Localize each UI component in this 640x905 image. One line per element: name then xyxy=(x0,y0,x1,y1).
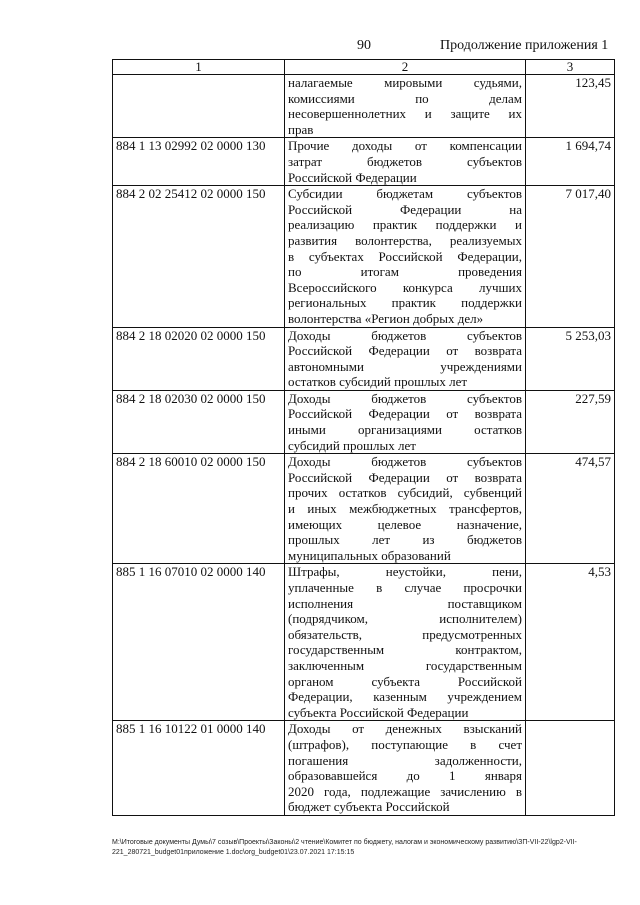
description-line: Всероссийского конкурса лучших xyxy=(288,279,522,295)
income-description-cell xyxy=(285,186,526,327)
description-line: прочих остатков субсидий, субвенций xyxy=(288,485,522,501)
amount-cell: 4,53 xyxy=(526,564,615,721)
description-line: Субсидии бюджетам субъектов xyxy=(288,186,522,202)
income-code-cell: 885 1 16 10122 01 0000 140 xyxy=(113,721,285,816)
description-line: прошлых лет из бюджетов xyxy=(288,532,522,548)
description-line: муниципальных образований xyxy=(288,547,451,563)
amount-cell xyxy=(526,721,615,816)
footer-line-1: M:\Итоговые документы Думы\7 созыв\Проекты\Законы\2 чтение\Комитет по бюджету, налогам и экономическому развитию\ЗП-VII-22\lgp2-VII- xyxy=(112,839,577,846)
description-line: 2020 года, подлежащие зачислению в xyxy=(288,783,522,799)
income-description-cell xyxy=(285,390,526,453)
description-line: Российской Федерации от возврата xyxy=(288,406,522,422)
description-line: Российской Федерации xyxy=(288,169,417,185)
description-line: реализацию практик поддержки и xyxy=(288,217,522,233)
table-row xyxy=(113,138,615,186)
description-line: уплаченные в случае просрочки xyxy=(288,580,522,595)
description-line: Доходы от денежных взысканий xyxy=(288,721,522,737)
income-description-cell xyxy=(285,564,526,721)
description-line: образовавшейся до 1 января xyxy=(288,768,522,784)
description-line: Штрафы, неустойки, пени, xyxy=(288,564,522,580)
column-header-2: 2 xyxy=(285,60,526,75)
description-line: налагаемые мировыми судьями, xyxy=(288,75,522,90)
description-line: государственным контрактом, xyxy=(288,642,522,658)
income-code-cell: 884 2 18 60010 02 0000 150 xyxy=(113,454,285,564)
amount-cell: 123,45 xyxy=(526,75,615,138)
table-row xyxy=(113,721,615,816)
amount-cell: 5 253,03 xyxy=(526,327,615,390)
description-line: Доходы бюджетов субъектов xyxy=(288,454,522,470)
table-row xyxy=(113,186,615,327)
page-number: 90 xyxy=(357,38,371,53)
description-line: в субъектах Российской Федерации, xyxy=(288,248,522,264)
description-line: затрат бюджетов субъектов xyxy=(288,153,522,169)
description-line: бюджет субъекта Российской xyxy=(288,799,450,815)
income-description-cell xyxy=(285,138,526,186)
table-body xyxy=(113,75,615,816)
income-description-cell xyxy=(285,327,526,390)
description-line: автономными учреждениями xyxy=(288,358,522,374)
description-line: Прочие доходы от компенсации xyxy=(288,138,522,154)
footer-file-path xyxy=(112,838,617,858)
income-code-cell: 884 2 02 25412 02 0000 150 xyxy=(113,186,285,327)
description-line: (штрафов), поступающие в счет xyxy=(288,736,522,752)
description-line: Российской Федерации от возврата xyxy=(288,469,522,485)
table-row xyxy=(113,75,615,138)
footer-line-2: 221_280721_budget01приложение 1.doc\org_budget01\23.07.2021 17:15:15 xyxy=(112,849,355,856)
continuation-title: Продолжение приложения 1 xyxy=(440,38,609,53)
amount-cell: 7 017,40 xyxy=(526,186,615,327)
income-code-cell xyxy=(113,75,285,138)
income-description-cell xyxy=(285,721,526,816)
income-description-cell xyxy=(285,75,526,138)
income-code-cell: 884 1 13 02992 02 0000 130 xyxy=(113,138,285,186)
income-description-cell xyxy=(285,454,526,564)
description-line: Российской Федерации от возврата xyxy=(288,343,522,359)
income-code-cell: 885 1 16 07010 02 0000 140 xyxy=(113,564,285,721)
income-code-cell: 884 2 18 02020 02 0000 150 xyxy=(113,327,285,390)
description-line: по итогам проведения xyxy=(288,264,522,280)
table-row xyxy=(113,327,615,390)
description-line: и иных межбюджетных трансфертов, xyxy=(288,501,522,517)
description-line: Доходы бюджетов субъектов xyxy=(288,390,522,406)
description-line: несовершеннолетних и защите их xyxy=(288,106,522,122)
column-header-1: 1 xyxy=(113,60,285,75)
description-line: Федерации, казенным учреждением xyxy=(288,689,522,705)
description-line: Российской Федерации на xyxy=(288,201,522,217)
description-line: иными организациями остатков xyxy=(288,422,522,438)
description-line: органом субъекта Российской xyxy=(288,673,522,689)
description-line: исполнения поставщиком xyxy=(288,595,522,611)
amount-cell: 1 694,74 xyxy=(526,138,615,186)
description-line: региональных практик поддержки xyxy=(288,295,522,311)
description-line: Доходы бюджетов субъектов xyxy=(288,327,522,343)
description-line: комиссиями по делам xyxy=(288,90,522,106)
amount-cell: 474,57 xyxy=(526,454,615,564)
description-line: развития волонтерства, реализуемых xyxy=(288,232,522,248)
description-line: (подрядчиком, исполнителем) xyxy=(288,611,522,627)
description-line: погашения задолженности, xyxy=(288,752,522,768)
description-line: субсидий прошлых лет xyxy=(288,437,416,453)
budget-table xyxy=(112,59,615,816)
description-line: волонтерства «Регион добрых дел» xyxy=(288,310,484,326)
description-line: прав xyxy=(288,121,314,137)
amount-cell: 227,59 xyxy=(526,390,615,453)
table-header-row xyxy=(113,60,615,75)
column-header-3: 3 xyxy=(526,60,615,75)
description-line: остатков субсидий прошлых лет xyxy=(288,374,468,390)
income-code-cell: 884 2 18 02030 02 0000 150 xyxy=(113,390,285,453)
description-line: обязательств, предусмотренных xyxy=(288,626,522,642)
table-row xyxy=(113,564,615,721)
table-row xyxy=(113,454,615,564)
table-row xyxy=(113,390,615,453)
description-line: имеющих целевое назначение, xyxy=(288,516,522,532)
description-line: субъекта Российской Федерации xyxy=(288,704,469,720)
description-line: заключенным государственным xyxy=(288,657,522,673)
